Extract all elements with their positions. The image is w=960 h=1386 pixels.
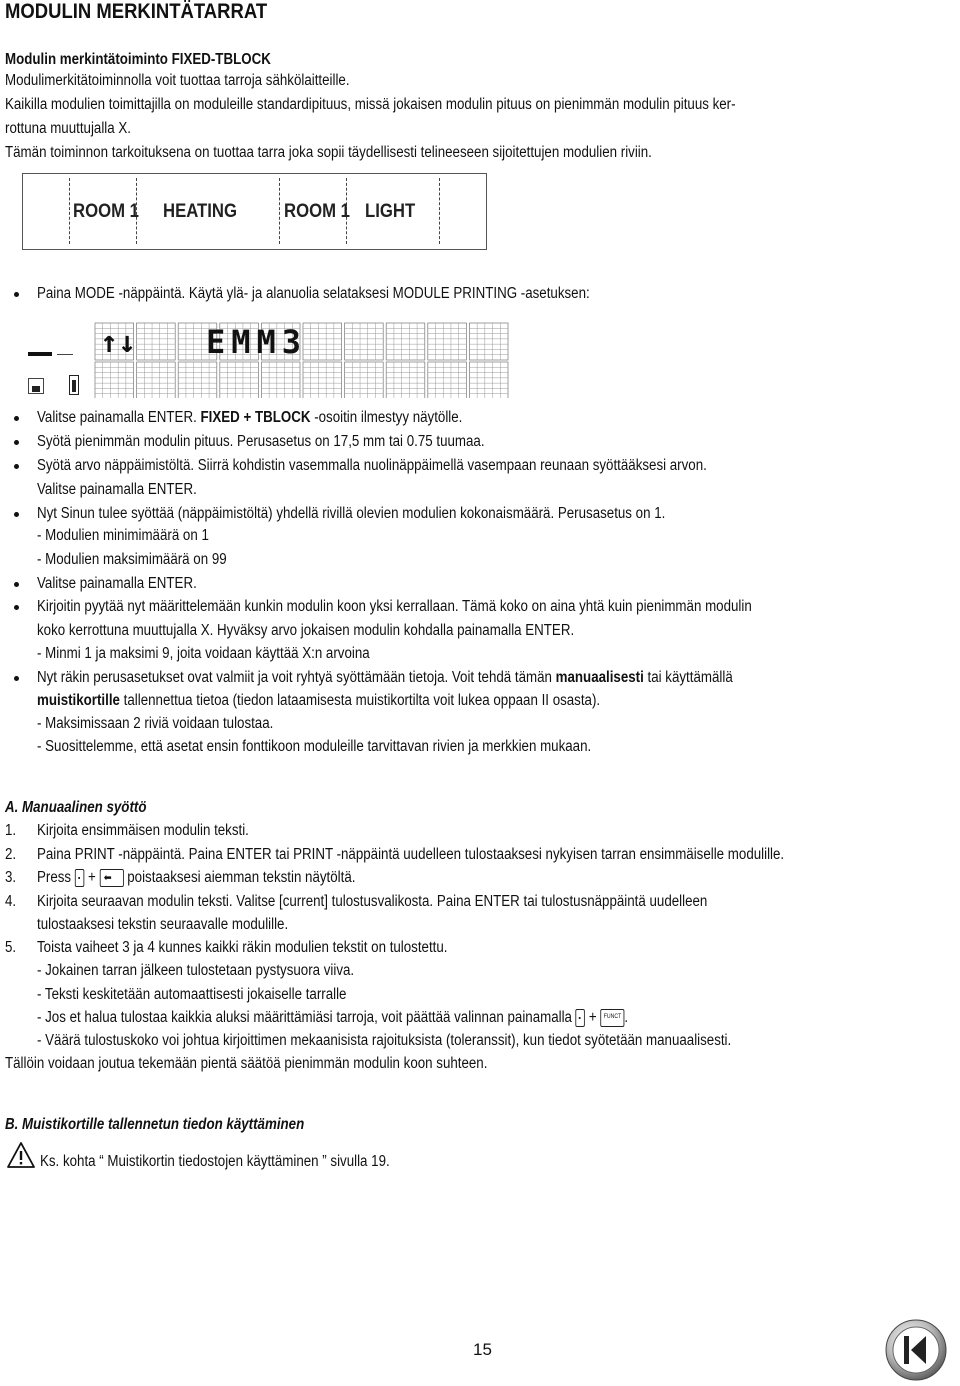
step-part: - Jos et halua tulostaa kaikkia aluksi määrittämiäsi tarroja, voit päättää valinnan painamalla — [37, 1009, 572, 1026]
intro-line: Kaikilla modulien toimittajilla on moduleille standardipituus, missä jokaisen modulin pituus on pienimmän modulin pituus ker- — [5, 96, 736, 113]
step-part: tai käyttämällä — [643, 669, 733, 686]
step-number: 4. — [5, 893, 17, 910]
step-number: 2. — [5, 846, 17, 863]
label-example — [22, 173, 487, 250]
brand-logo-icon — [884, 1318, 948, 1382]
step-number: 1. — [5, 822, 17, 839]
step-text: Toista vaiheet 3 ja 4 kunnes kaikki räkin modulien tekstit on tulostettu. — [37, 939, 448, 956]
lcd-cell — [345, 323, 384, 360]
intro-line: Tämän toiminnon tarkoituksena on tuottaa tarra joka sopii täydellisesti telineeseen sijoitettujen modulien riviin. — [5, 144, 652, 161]
step-text — [37, 1008, 628, 1028]
step-part: Valitse painamalla ENTER. — [37, 409, 197, 426]
step-text: - Väärä tulostuskoko voi johtua kirjoittimen mekaanisista rajoituksista (toleranssit), kun tiedot syötetään manuaalisesti. — [37, 1032, 732, 1049]
label-text: LIGHT — [365, 201, 416, 222]
lcd-cell — [386, 323, 425, 360]
step-part: . — [624, 1009, 629, 1026]
label-text: ROOM 1 — [284, 201, 350, 222]
step-text: Paina MODE -näppäintä. Käytä ylä- ja alanuolia selataksesi MODULE PRINTING -asetuksen: — [37, 285, 590, 302]
step-text: Kirjoitin pyytää nyt määrittelemään kunkin modulin koon yksi kerrallaan. Tämä koko on aina yhtä kuin pienimmän modulin — [37, 598, 752, 615]
lcd-cell — [261, 362, 300, 398]
step-text: Valitse painamalla ENTER. — [37, 575, 197, 592]
step-text: Syötä arvo näppäimistöltä. Siirrä kohdistin vasemmalla nuolinäppäimellä vasempaan reunaan syöttääksesi arvon. — [37, 457, 707, 474]
step-text: Kirjoita ensimmäisen modulin teksti. — [37, 822, 249, 839]
lcd-cursor-icon — [28, 352, 52, 356]
lcd-dash-icon — [57, 354, 73, 355]
step-text: - Modulien minimimäärä on 1 — [37, 527, 209, 544]
lcd-cell — [137, 323, 176, 360]
label-text: HEATING — [163, 201, 238, 222]
lcd-cell — [220, 362, 259, 398]
intro-line: rottuna muuttujalla X. — [5, 120, 131, 137]
bullet — [14, 605, 19, 610]
step-text: koko kerrottuna muuttujalla X. Hyväksy arvo jokaisen modulin kohdalla painamalla ENTER. — [37, 622, 575, 639]
lcd-cell — [428, 362, 467, 398]
step-text — [37, 868, 355, 888]
bullet — [14, 416, 19, 421]
lcd-cell — [345, 362, 384, 398]
step-part: poistaaksesi aiemman tekstin näytöltä. — [127, 869, 356, 886]
step-part: Nyt räkin perusasetukset ovat valmiit ja voit ryhtyä syöttämään tietoja. Voit tehdä tämän — [37, 669, 556, 686]
step-text — [37, 691, 600, 711]
intro-line: Modulimerkitätoiminnolla voit tuottaa tarroja sähkölaitteille. — [5, 72, 350, 89]
bullet — [14, 440, 19, 445]
funct-key-icon: FUNCT — [600, 1009, 624, 1027]
step-text — [37, 668, 733, 688]
bullet — [14, 464, 19, 469]
bullet — [14, 292, 19, 297]
lcd-dot-matrix — [94, 322, 510, 398]
step-text: Paina PRINT -näppäintä. Paina ENTER tai PRINT -näppäintä uudelleen tulostaaksesi nykyisen tarran ensimmäiselle modulille. — [37, 846, 785, 863]
step-bold: manuaalisesti — [555, 669, 644, 686]
intro-heading: Modulin merkintätoiminto FIXED-TBLOCK — [5, 51, 271, 68]
page-title: MODULIN MERKINTÄTARRAT — [5, 0, 268, 23]
label-text: ROOM 1 — [73, 201, 139, 222]
warning-icon — [6, 1141, 36, 1169]
step-text: - Modulien maksimimäärä on 99 — [37, 551, 227, 568]
bullet — [14, 676, 19, 681]
section-a-heading: A. Manuaalinen syöttö — [5, 799, 147, 816]
lcd-cell — [137, 362, 176, 398]
step-text: Nyt Sinun tulee syöttää (näppäimistöltä) yhdellä rivillä olevien modulien kokonaismäärä. Perusasetus on 1. — [37, 505, 666, 522]
section-b-reference: Ks. kohta “ Muistikortin tiedostojen käyttäminen ” sivulla 19. — [40, 1153, 390, 1170]
step-part: + — [588, 1009, 597, 1026]
lcd-cell — [95, 362, 134, 398]
step-part: + — [87, 869, 96, 886]
lcd-cell — [428, 323, 467, 360]
grid-indicator-icon — [28, 378, 44, 394]
step-text: - Teksti keskitetään automaattisesti jokaiselle tarralle — [37, 986, 347, 1003]
module-divider — [279, 178, 280, 244]
step-text: - Minmi 1 ja maksimi 9, joita voidaan käyttää X:n arvoina — [37, 645, 370, 662]
lcd-cell — [469, 323, 508, 360]
step-number: 5. — [5, 939, 17, 956]
lcd-cell — [303, 362, 342, 398]
section-b-heading: B. Muistikortille tallennetun tiedon käyttäminen — [5, 1116, 305, 1133]
shift-key-icon — [576, 1009, 585, 1027]
step-text: Valitse painamalla ENTER. — [37, 481, 197, 498]
step-text: tulostaaksesi tekstin seuraavalle modulille. — [37, 916, 289, 933]
step-text: Kirjoita seuraavan modulin teksti. Valitse [current] tulostusvalikosta. Paina ENTER tai tulostusnäppäintä uudelleen — [37, 893, 708, 910]
step-part: -osoitin ilmestyy näytölle. — [314, 409, 463, 426]
step-number: 3. — [5, 869, 17, 886]
step-text: - Suosittelemme, että asetat ensin fonttikoon moduleille tarvittavan rivien ja merkkien mukaan. — [37, 738, 592, 755]
step-bold: FIXED + TBLOCK — [200, 409, 311, 426]
step-text: Tällöin voidaan joutua tekemään pientä säätöä pienimmän modulin koon suhteen. — [5, 1055, 488, 1072]
step-text — [37, 408, 462, 428]
lcd-cell — [178, 362, 217, 398]
battery-icon — [69, 375, 79, 395]
lcd-cell — [386, 362, 425, 398]
step-text: - Jokainen tarran jälkeen tulostetaan pystysuora viiva. — [37, 962, 355, 979]
module-divider — [69, 178, 70, 244]
step-text: - Maksimissaan 2 riviä voidaan tulostaa. — [37, 715, 274, 732]
shift-key-icon — [75, 869, 84, 887]
step-text: Syötä pienimmän modulin pituus. Perusasetus on 17,5 mm tai 0.75 tuumaa. — [37, 433, 485, 450]
step-part: Press — [37, 869, 72, 886]
page-number: 15 — [473, 1340, 492, 1359]
lcd-text: EMM3 — [206, 323, 308, 361]
backspace-key-icon: ⬅ — [99, 869, 123, 887]
step-part: tallennettua tietoa (tiedon lataamisesta muistikortilta voit lukea oppaan II osasta). — [119, 692, 601, 709]
bullet — [14, 512, 19, 517]
module-divider — [439, 178, 440, 244]
lcd-arrows: ↑↓ — [100, 325, 137, 360]
step-bold: muistikortille — [37, 692, 120, 709]
bullet — [14, 582, 19, 587]
lcd-cell — [303, 323, 342, 360]
lcd-display — [28, 318, 518, 400]
lcd-cell — [469, 362, 508, 398]
